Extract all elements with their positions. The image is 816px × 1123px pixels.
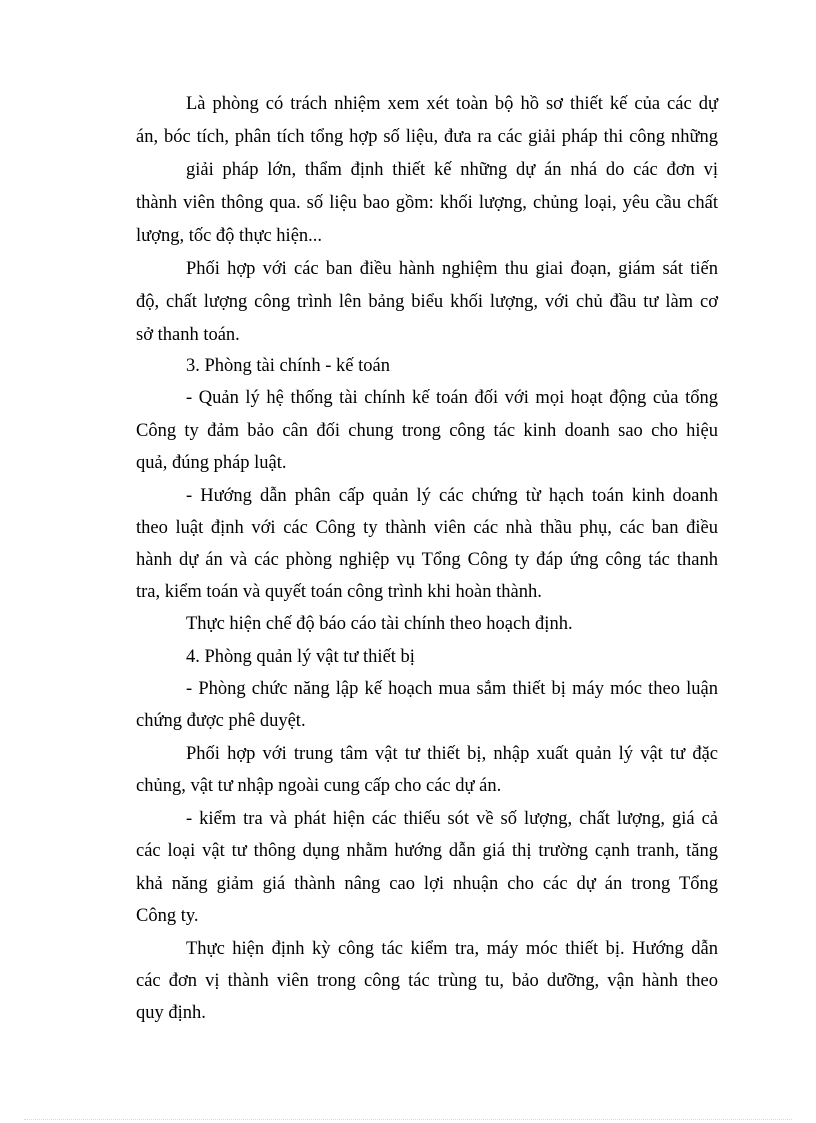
text-line: hành dự án và các phòng nghiệp vụ Tổng Công ty đáp ứng công tác thanh <box>136 550 718 570</box>
page-bottom-divider <box>24 1119 792 1120</box>
text-line: Thực hiện định kỳ công tác kiểm tra, máy móc thiết bị. Hướng dẫn <box>186 939 718 959</box>
text-line: sở thanh toán. <box>136 325 240 345</box>
text-line: các loại vật tư thông dụng nhằm hướng dẫn giá thị trường cạnh tranh, tăng <box>136 841 718 861</box>
text-line: chủng, vật tư nhập ngoài cung cấp cho các dự án. <box>136 776 502 796</box>
text-line: giải pháp lớn, thẩm định thiết kế những dự án nhá do các đơn vị <box>186 160 718 180</box>
text-line: - Quản lý hệ thống tài chính kế toán đối với mọi hoạt động của tổng <box>186 388 718 408</box>
text-line: tra, kiểm toán và quyết toán công trình khi hoàn thành. <box>136 582 542 602</box>
text-line: chứng được phê duyệt. <box>136 711 306 731</box>
text-line: Công ty. <box>136 906 199 926</box>
text-line: khả năng giảm giá thành nâng cao lợi nhuận cho các dự án trong Tổng <box>136 874 718 894</box>
text-line: các đơn vị thành viên trong công tác trùng tu, bảo dưỡng, vận hành theo <box>136 971 718 991</box>
text-line: Là phòng có trách nhiệm xem xét toàn bộ hồ sơ thiết kế của các dự <box>186 94 718 114</box>
text-line: quả, đúng pháp luật. <box>136 453 287 473</box>
text-line: - kiểm tra và phát hiện các thiếu sót về số lượng, chất lượng, giá cả <box>186 809 718 829</box>
text-line: - Hướng dẫn phân cấp quản lý các chứng từ hạch toán kinh doanh <box>186 486 718 506</box>
text-line: độ, chất lượng công trình lên bảng biểu khối lượng, với chủ đầu tư làm cơ <box>136 292 718 312</box>
section-heading: 4. Phòng quản lý vật tư thiết bị <box>186 647 415 667</box>
text-line: Thực hiện chế độ báo cáo tài chính theo hoạch định. <box>186 614 573 634</box>
text-line: thành viên thông qua. số liệu bao gồm: khối lượng, chủng loại, yêu cầu chất <box>136 193 718 213</box>
section-heading: 3. Phòng tài chính - kế toán <box>186 356 390 376</box>
text-line: Công ty đảm bảo cân đối chung trong công tác kinh doanh sao cho hiệu <box>136 421 718 441</box>
text-line: quy định. <box>136 1003 206 1023</box>
text-line: - Phòng chức năng lập kế hoạch mua sắm thiết bị máy móc theo luận <box>186 679 718 699</box>
text-line: lượng, tốc độ thực hiện... <box>136 226 323 246</box>
text-line: Phối hợp với trung tâm vật tư thiết bị, nhập xuất quản lý vật tư đặc <box>186 744 718 764</box>
text-line: án, bóc tích, phân tích tổng hợp số liệu, đưa ra các giải pháp thi công những <box>136 127 718 147</box>
text-line: theo luật định với các Công ty thành viên các nhà thầu phụ, các ban điều <box>136 518 718 538</box>
text-line: Phối hợp với các ban điều hành nghiệm thu giai đoạn, giám sát tiến <box>186 259 718 279</box>
